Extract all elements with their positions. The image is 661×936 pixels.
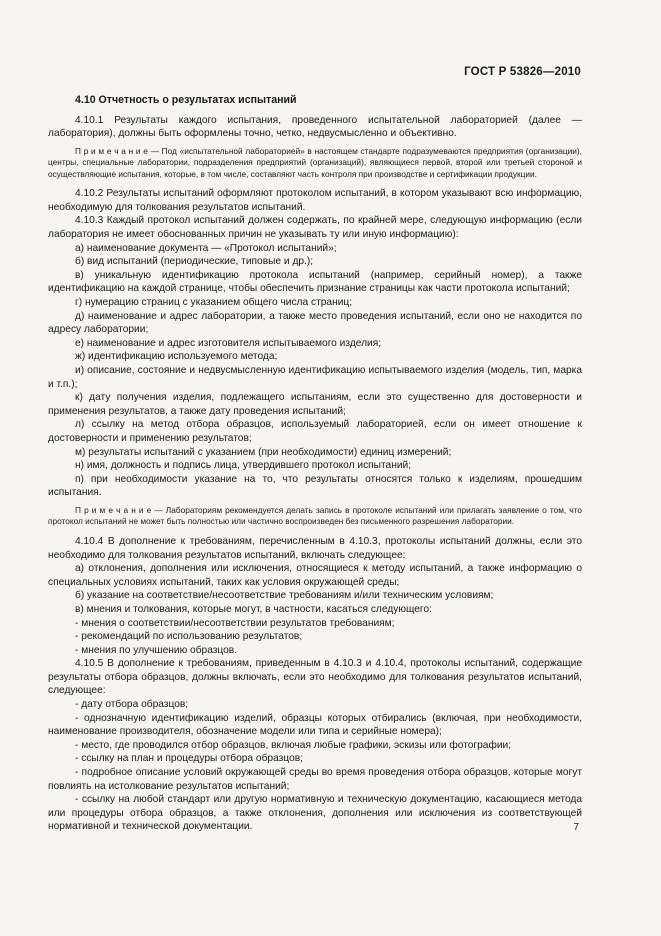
note-2: П р и м е ч а н и е — Лабораториям рекомендуется делать запись в протоколе испытаний или прилагать заявление о том, что протокол испытаний не может быть полностью или частично воспроизведен без письменного разрешения лаборатории. (48, 504, 582, 527)
list-item: - мнения по улучшению образцов. (75, 644, 238, 656)
list-item: - подробное описание условий окружающей среды во время проведения отбора образцов, которые могут повлиять на истолкование результатов испытаний; (48, 767, 582, 792)
page-number: 7 (573, 822, 579, 833)
list-item: - дату отбора образцов; (75, 699, 189, 711)
list-item: б) вид испытаний (периодические, типовые и др.); (75, 256, 314, 268)
list-item: - мнения о соответствии/несоответствии результатов требованиям; (75, 617, 395, 629)
list-item: ж) идентификацию используемого метода; (75, 351, 278, 363)
list-item: к) дату получения изделия, подлежащего испытаниям, если это существенно для достоверности и применения результатов, а также дату проведения испытаний; (48, 392, 582, 417)
section-4-10 (48, 94, 582, 834)
list-item: п) при необходимости указание на то, что результаты относятся только к изделиям, прошедшим испытания. (48, 473, 582, 499)
list-item: а) отклонения, дополнения или исключения, относящиеся к методу испытаний, а также информацию о специальных условиях испытаний, таких как условия окружающей среды; (48, 563, 582, 588)
list-item: н) имя, должность и подпись лица, утвердившего протокол испытаний; (75, 460, 412, 472)
section-heading: 4.10 Отчетность о результатах испытаний (75, 94, 297, 106)
list-item: е) наименование и адрес изготовителя испытываемого изделия; (75, 337, 382, 349)
list-item: - ссылку на план и процедуры отбора образцов; (75, 753, 303, 765)
standard-id: ГОСТ Р 53826—2010 (464, 66, 581, 78)
paragraph-4-10-1: 4.10.1 Результаты каждого испытания, проведенного испытательной лабораторией (далее — лаборатория), должны быть оформлены точно, четко, недвусмысленно и объективно. (48, 114, 582, 140)
paragraph-4-10-5: 4.10.5 В дополнение к требованиям, приведенным в 4.10.3 и 4.10.4, протоколы испытаний, содержащие результаты отбора образцов, должны включать, если это необходимо для толкования результатов испытаний, следующее: (48, 658, 582, 697)
list-item: в) мнения и толкования, которые могут, в частности, касаться следующего: (75, 603, 432, 615)
list-item: и) описание, состояние и недвусмысленную идентификацию испытываемого изделия (модель, тип, марка и т.п.); (48, 365, 582, 390)
paragraph-4-10-4: 4.10.4 В дополнение к требованиям, перечисленным в 4.10.3, протоколы испытаний должны, если это необходимо для толкования результатов испытаний, включать следующее: (48, 535, 582, 561)
list-item: м) результаты испытаний с указанием (при необходимости) единиц измерений; (75, 446, 452, 458)
list-item: б) указание на соответствие/несоответствие требованиям и/или техническим условиям; (75, 590, 494, 602)
list-item: д) наименование и адрес лаборатории, а также место проведения испытаний, если оно не находится по адресу лаборатории; (48, 310, 582, 336)
list-item: л) ссылку на метод отбора образцов, используемый лабораторией, если он имеет отношение к достоверности и применению результатов; (48, 419, 582, 444)
list-item: а) наименование документа — «Протокол испытаний»; (75, 242, 337, 254)
paragraph-4-10-3: 4.10.3 Каждый протокол испытаний должен содержать, по крайней мере, следующую информацию (если лаборатория не имеет обоснованных причин не указывать ту или иную информацию): (48, 215, 582, 241)
list-item: г) нумерацию страниц с указанием общего числа страниц; (75, 297, 353, 309)
list-item: в) уникальную идентификацию протокола испытаний (например, серийный номер), а также идентификацию на каждой странице, чтобы обеспечить признание страницы как части протокола испытаний; (48, 269, 582, 295)
paragraph-4-10-2: 4.10.2 Результаты испытаний оформляют протоколом испытаний, в котором указывают всю информацию, необходимую для толкования результатов испытаний. (48, 188, 582, 213)
list-item: - рекомендаций по использованию результатов; (75, 631, 303, 643)
list-item: - место, где проводился отбор образцов, включая любые графики, эскизы или фотографии; (75, 739, 512, 751)
list-item: - ссылку на любой стандарт или другую нормативную и техническую документацию, касающиеся метода или процедуры отбора образцов, а также отклонения, дополнения или исключения из соответствующей нормативной и технической документации. (48, 794, 582, 833)
note-1: П р и м е ч а н и е — Под «испытательной лабораторией» в настоящем стандарте подразумеваются предприятия (организации), центры, специальные лаборатории, подразделения предприятий (организаций), являющиеся первой, второй или третьей стороной и осуществляющие испытания, которые, в том числе, составляют часть контроля при производстве и сертификации продукции. (48, 145, 582, 179)
list-item: - однозначную идентификацию изделий, образцы которых отбирались (включая, при необходимости, наименование производителя, обозначение модели или типа и серийные номера); (48, 712, 582, 738)
